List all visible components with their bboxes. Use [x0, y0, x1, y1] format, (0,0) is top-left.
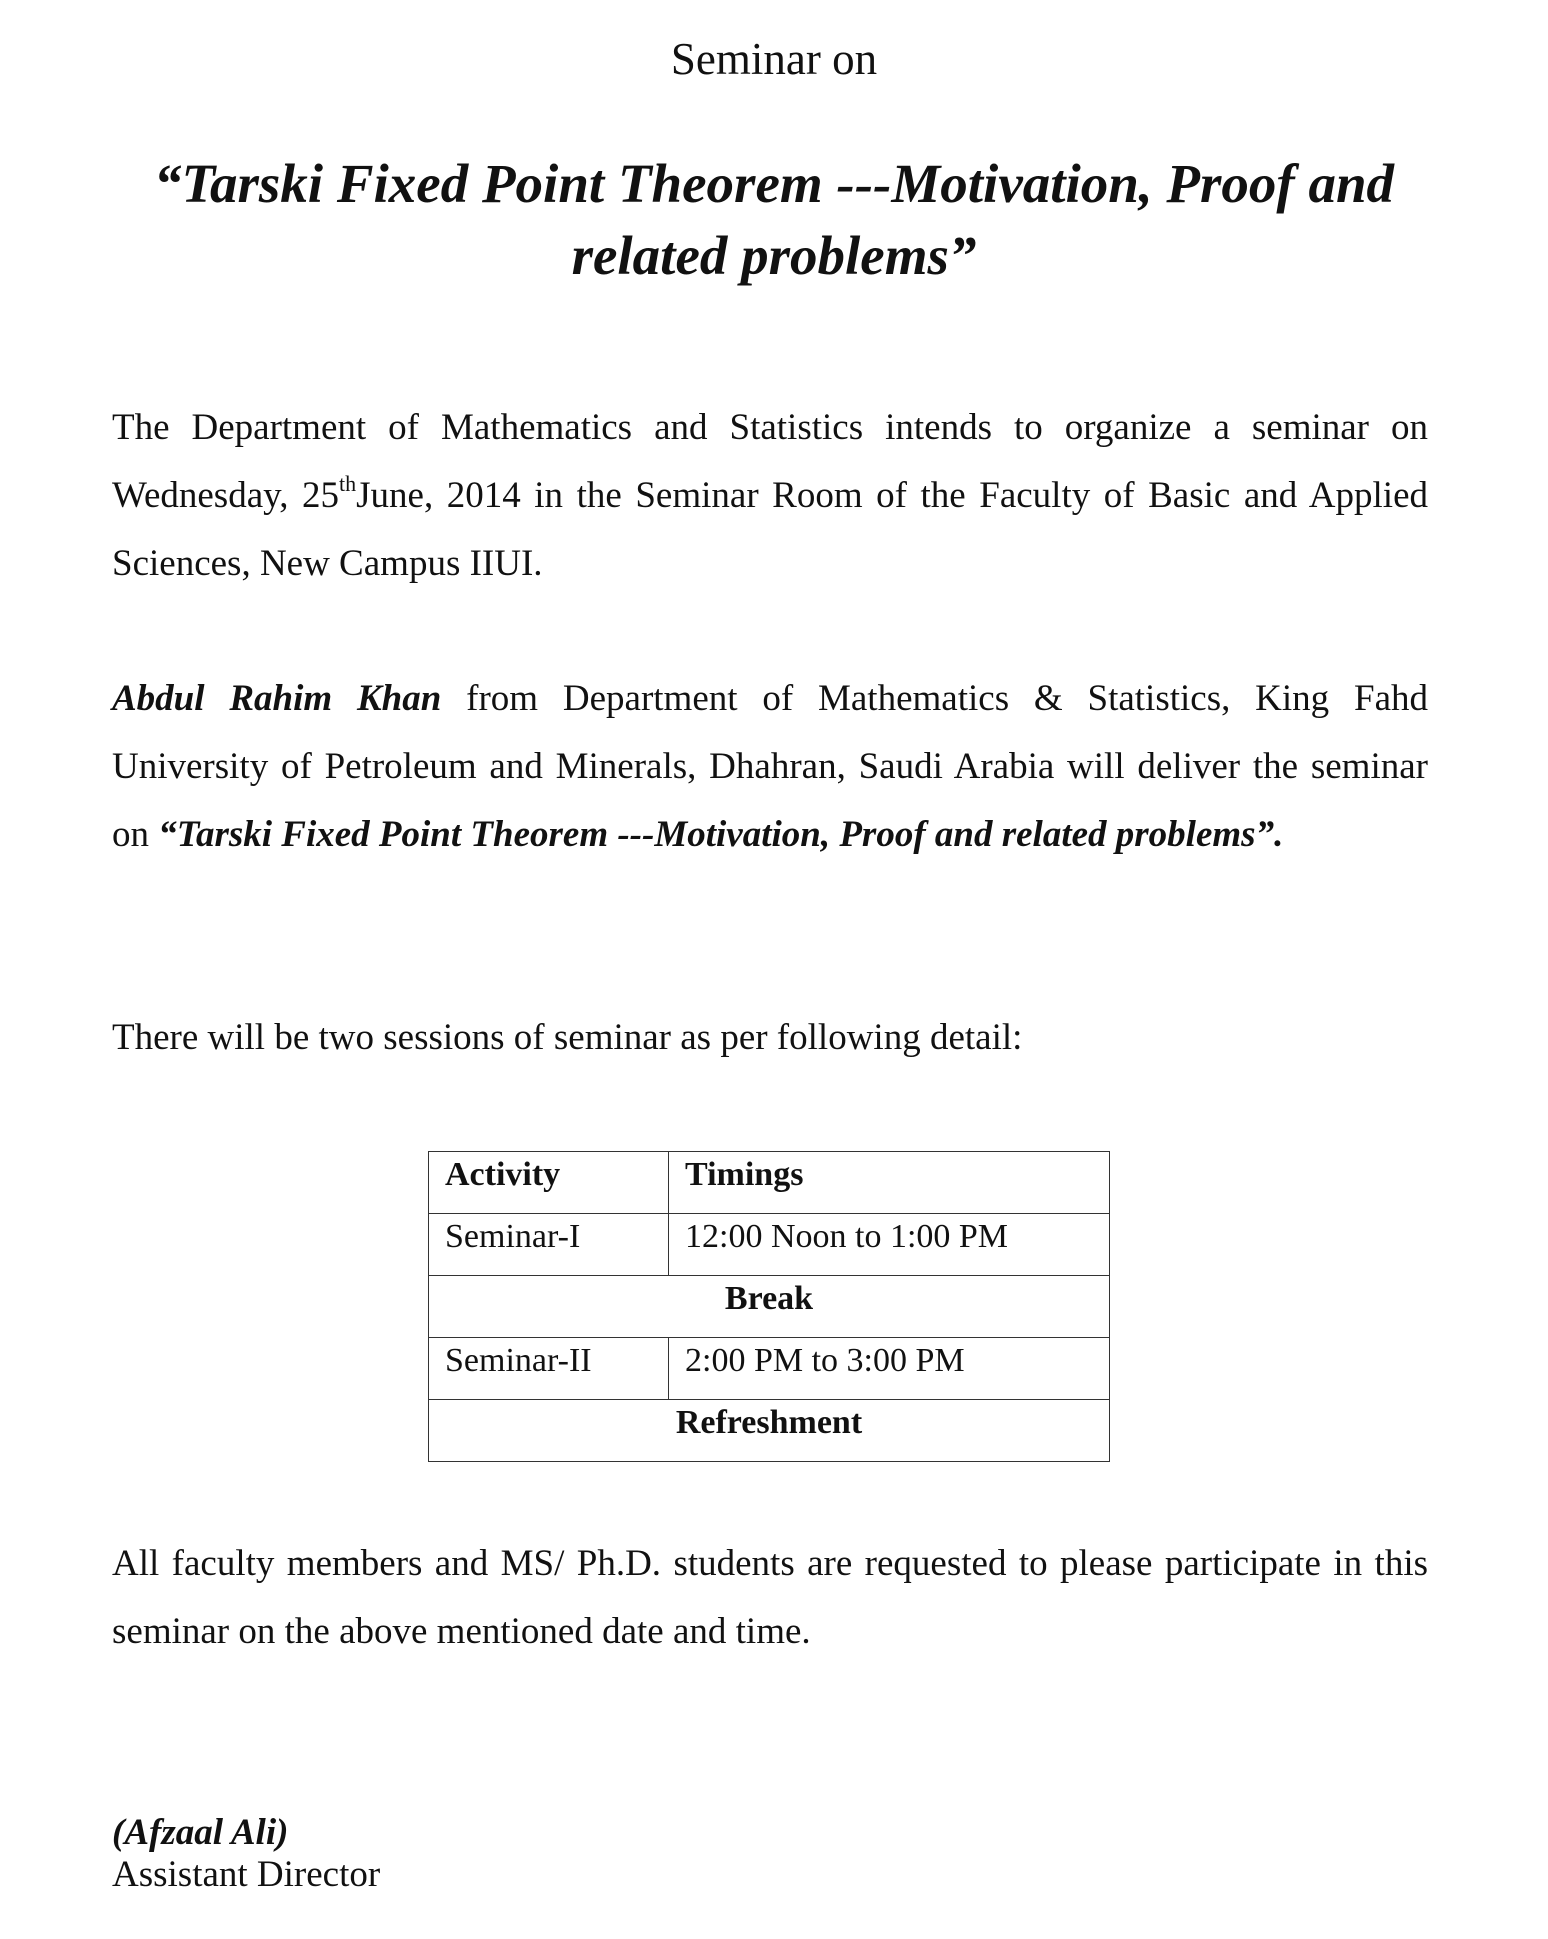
- speaker-paragraph: [112, 665, 1428, 869]
- table-row: [429, 1338, 1110, 1400]
- speaker-topic: “Tarski Fixed Point Theorem ---Motivation, Proof and related problems”.: [158, 814, 1284, 855]
- intro-text-2: June, 2014 in the Seminar Room of the Faculty of Basic and Applied Sciences, New Campus IIUI.: [112, 475, 1428, 584]
- refreshment-cell: Refreshment: [429, 1400, 1110, 1462]
- speaker-name: Abdul Rahim Khan: [112, 678, 442, 719]
- page-heading: Seminar on: [670, 34, 878, 84]
- signature-block: [112, 1812, 380, 1896]
- timing-cell: 2:00 PM to 3:00 PM: [669, 1338, 1110, 1400]
- date-ordinal-suffix: th: [339, 471, 357, 496]
- activity-cell: Seminar-I: [429, 1214, 669, 1276]
- seminar-title: “Tarski Fixed Point Theorem ---Motivation, Proof and related problems”: [153, 153, 1395, 286]
- signatory-name: (Afzaal Ali): [112, 1812, 289, 1853]
- table-row: [429, 1214, 1110, 1276]
- table-header-row: [429, 1152, 1110, 1214]
- timing-cell: 12:00 Noon to 1:00 PM: [669, 1214, 1110, 1276]
- schedule-table: [428, 1151, 1110, 1462]
- sessions-intro: There will be two sessions of seminar as per following detail:: [112, 1017, 1023, 1058]
- intro-paragraph: [112, 394, 1428, 598]
- header-timings: Timings: [669, 1152, 1110, 1214]
- intro-text-1: The Department of Mathematics and Statistics intends to organize a seminar on Wednesday, 25: [112, 407, 1428, 516]
- speaker-affiliation-text: from Department of Mathematics & Statistics, King Fahd University of Petroleum and Minerals, Dhahran, Saudi Arabia will deliver the seminar on: [112, 678, 1429, 855]
- table-row: [429, 1276, 1110, 1338]
- break-cell: Break: [429, 1276, 1110, 1338]
- signatory-designation: Assistant Director: [112, 1854, 381, 1895]
- header-activity: Activity: [429, 1152, 669, 1214]
- table-row: [429, 1400, 1110, 1462]
- closing-paragraph: All faculty members and MS/ Ph.D. students are requested to please participate in this seminar on the above mentioned date and time.: [112, 1543, 1428, 1652]
- activity-cell: Seminar-II: [429, 1338, 669, 1400]
